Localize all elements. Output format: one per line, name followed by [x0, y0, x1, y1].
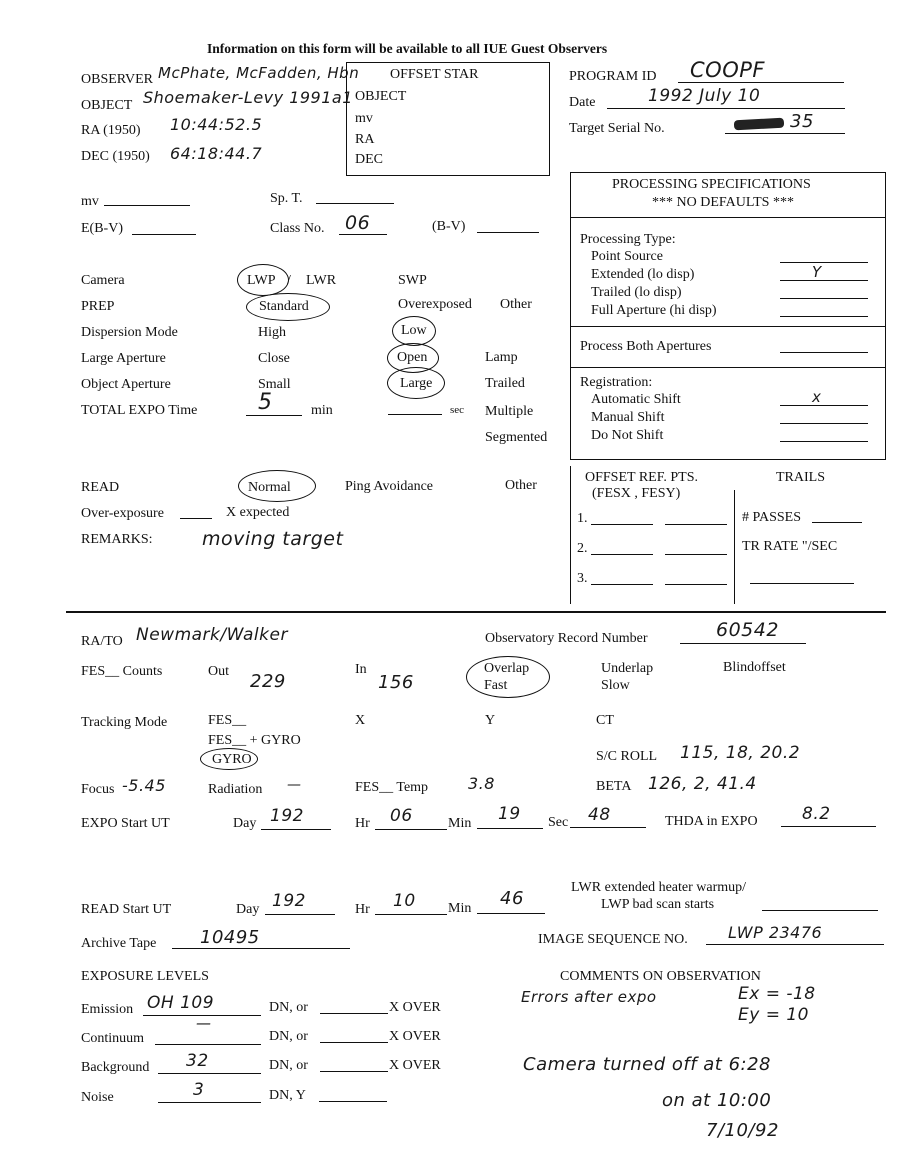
open-option[interactable]: Open	[397, 350, 428, 365]
comments-title: COMMENTS ON OBSERVATION	[560, 969, 761, 984]
process-both-label: Process Both Apertures	[580, 339, 712, 354]
date-value[interactable]: 1992 July 10	[648, 86, 761, 106]
large-option[interactable]: Large	[400, 376, 433, 391]
expo-day-label: Day	[233, 816, 257, 831]
point-source-label: Point Source	[591, 249, 663, 264]
noise-dn-y: DN, Y	[269, 1088, 306, 1103]
continuum-value[interactable]: —	[196, 1014, 212, 1032]
comments-line-4[interactable]: 7/10/92	[706, 1120, 779, 1141]
close-option[interactable]: Close	[258, 351, 290, 366]
rato-label: RA/TO	[81, 634, 123, 649]
gyro-option[interactable]: GYRO	[212, 752, 252, 767]
blindoffset-option[interactable]: Blindoffset	[723, 660, 786, 675]
fes-temp-label: FES__ Temp	[355, 780, 429, 795]
background-dn-or: DN, or	[269, 1058, 308, 1073]
tr-rate-label: TR RATE "/SEC	[742, 539, 838, 554]
fes-temp-value[interactable]: 3.8	[468, 774, 495, 793]
remarks-label: REMARKS:	[81, 532, 153, 547]
offset-ra-label: RA	[355, 132, 375, 147]
spt-label: Sp. T.	[270, 191, 303, 206]
in-label: In	[355, 662, 367, 677]
emission-dn-or: DN, or	[269, 1000, 308, 1015]
ping-avoidance-option[interactable]: Ping Avoidance	[345, 479, 434, 494]
sec-label: sec	[450, 404, 465, 416]
exposure-levels-title: EXPOSURE LEVELS	[81, 969, 209, 984]
fes-gyro-option[interactable]: FES__ + GYRO	[208, 733, 301, 748]
passes-label: # PASSES	[742, 510, 802, 525]
emission-value[interactable]: OH 109	[147, 993, 215, 1013]
expo-hr-label: Hr	[355, 816, 370, 831]
sc-roll-label: S/C ROLL	[596, 749, 658, 764]
archive-tape-label: Archive Tape	[81, 936, 157, 951]
lwp-bad-label: LWP bad scan starts	[601, 897, 715, 912]
small-option[interactable]: Small	[258, 377, 291, 392]
low-circle	[392, 316, 436, 346]
expo-day-value[interactable]: 192	[270, 806, 304, 826]
object-label: OBJECT	[81, 98, 133, 113]
trailed-proc-label: Trailed (lo disp)	[591, 285, 682, 300]
noise-value[interactable]: 3	[193, 1080, 205, 1100]
automatic-shift-label: Automatic Shift	[591, 392, 681, 407]
read-hr-label: Hr	[355, 902, 370, 917]
overexposed-option[interactable]: Overexposed	[398, 297, 472, 312]
beta-value[interactable]: 126, 2, 41.4	[648, 774, 757, 794]
low-option[interactable]: Low	[401, 323, 427, 338]
image-seq-label: IMAGE SEQUENCE NO.	[538, 932, 688, 947]
section-divider	[66, 611, 886, 613]
total-expo-label: TOTAL EXPO Time	[81, 403, 198, 418]
observer-value[interactable]: McPhate, McFadden, Hbn	[158, 64, 360, 82]
object-aperture-label: Object Aperture	[81, 377, 171, 392]
normal-circle	[238, 470, 316, 502]
swp-option[interactable]: SWP	[398, 273, 427, 288]
ebv-label: E(B-V)	[81, 221, 123, 236]
emission-label: Emission	[81, 1002, 134, 1017]
expo-hr-value[interactable]: 06	[390, 806, 413, 826]
fast-option[interactable]: Fast	[484, 678, 508, 693]
min-label: min	[311, 403, 333, 418]
emission-x-over: X OVER	[389, 1000, 441, 1015]
prep-other-option[interactable]: Other	[500, 297, 532, 312]
total-expo-value[interactable]: 5	[258, 390, 273, 415]
y-label: Y	[485, 713, 496, 728]
beta-label: BETA	[596, 779, 632, 794]
bv-label: (B-V)	[432, 219, 466, 234]
program-id-label: PROGRAM ID	[569, 69, 657, 84]
offset-ref-sub: (FESX , FESY)	[592, 486, 681, 501]
program-id-value[interactable]: COOPF	[690, 58, 765, 82]
thda-value[interactable]: 8.2	[802, 804, 831, 824]
lamp-option[interactable]: Lamp	[485, 350, 518, 365]
continuum-label: Continuum	[81, 1031, 145, 1046]
lwp-circle	[237, 264, 289, 296]
extended-mark[interactable]: Y	[812, 263, 822, 281]
read-other-option[interactable]: Other	[505, 478, 537, 493]
offset-dec-label: DEC	[355, 152, 383, 167]
in-value[interactable]: 156	[378, 672, 414, 693]
comments-line-1[interactable]: Errors after expo	[521, 988, 657, 1006]
overlap-option[interactable]: Overlap	[484, 661, 530, 676]
underlap-option[interactable]: Underlap	[601, 661, 654, 676]
dispersion-label: Dispersion Mode	[81, 325, 178, 340]
registration-label: Registration:	[580, 375, 653, 390]
dec-label: DEC (1950)	[81, 149, 150, 164]
scribble-mark	[734, 118, 784, 131]
comments-ex[interactable]: Ex = -18	[738, 984, 816, 1004]
do-not-shift-label: Do Not Shift	[591, 428, 664, 443]
obs-record-label: Observatory Record Number	[485, 631, 648, 646]
noise-label: Noise	[81, 1090, 114, 1105]
full-aperture-label: Full Aperture (hi disp)	[591, 303, 717, 318]
expo-start-label: EXPO Start UT	[81, 816, 170, 831]
archive-tape-value[interactable]: 10495	[200, 927, 260, 948]
thda-label: THDA in EXPO	[665, 814, 758, 829]
processing-subtitle: *** NO DEFAULTS ***	[652, 195, 794, 210]
background-label: Background	[81, 1060, 150, 1075]
tracking-mode-label: Tracking Mode	[81, 715, 168, 730]
out-label: Out	[208, 664, 229, 679]
rato-value[interactable]: Newmark/Walker	[136, 625, 288, 645]
read-label: READ	[81, 480, 120, 495]
multiple-option[interactable]: Multiple	[485, 404, 534, 419]
processing-type-label: Processing Type:	[580, 232, 676, 247]
normal-option[interactable]: Normal	[248, 480, 291, 495]
expected-label: X expected	[226, 505, 290, 520]
prep-label: PREP	[81, 299, 115, 314]
radiation-value[interactable]: —	[287, 777, 302, 793]
standard-circle	[246, 293, 330, 321]
offset-mv-label: mv	[355, 111, 373, 126]
radiation-label: Radiation	[208, 782, 263, 797]
offset-ref-row-1: 1.	[577, 511, 588, 526]
lwr-heater-label: LWR extended heater warmup/	[571, 880, 747, 895]
date-label: Date	[569, 95, 596, 110]
comments-line-3[interactable]: on at 10:00	[662, 1090, 772, 1111]
class-no-value[interactable]: 06	[345, 212, 371, 234]
expo-min-value[interactable]: 19	[498, 804, 521, 824]
offset-ref-row-3: 3.	[577, 571, 588, 586]
remarks-value[interactable]: moving target	[202, 528, 344, 550]
read-hr-value[interactable]: 10	[393, 891, 416, 911]
offset-object-label: OBJECT	[355, 89, 407, 104]
focus-label: Focus	[81, 782, 115, 797]
automatic-shift-mark[interactable]: x	[812, 388, 822, 406]
comments-line-2[interactable]: Camera turned off at 6:28	[523, 1054, 771, 1075]
image-seq-value[interactable]: LWP 23476	[728, 923, 823, 942]
fes-counts-label: FES__ Counts	[81, 664, 163, 679]
class-no-label: Class No.	[270, 221, 325, 236]
expo-sec-value[interactable]: 48	[588, 805, 611, 825]
read-min-value[interactable]: 46	[500, 888, 524, 909]
expo-sec-label: Sec	[548, 815, 569, 830]
continuum-x-over: X OVER	[389, 1029, 441, 1044]
ra-label: RA (1950)	[81, 123, 141, 138]
offset-star-title: OFFSET STAR	[390, 67, 479, 82]
sc-roll-value[interactable]: 115, 18, 20.2	[680, 743, 801, 763]
observer-label: OBSERVER	[81, 72, 154, 87]
processing-title: PROCESSING SPECIFICATIONS	[612, 177, 811, 192]
trails-title: TRAILS	[776, 470, 825, 485]
comments-ey[interactable]: Ey = 10	[738, 1005, 809, 1025]
manual-shift-label: Manual Shift	[591, 410, 665, 425]
ct-label: CT	[596, 713, 614, 728]
offset-ref-row-2: 2.	[577, 541, 588, 556]
background-x-over: X OVER	[389, 1058, 441, 1073]
object-value[interactable]: Shoemaker-Levy 1991a1	[143, 88, 353, 107]
form-notice: Information on this form will be available to all IUE Guest Observers	[207, 41, 608, 56]
ra-value[interactable]: 10:44:52.5	[170, 115, 263, 134]
out-value[interactable]: 229	[250, 671, 286, 692]
lwp-option[interactable]: LWP	[247, 273, 276, 288]
serial-label: Target Serial No.	[569, 121, 665, 136]
read-day-label: Day	[236, 902, 260, 917]
offset-ref-title: OFFSET REF. PTS.	[585, 470, 698, 485]
slow-option[interactable]: Slow	[601, 678, 630, 693]
lwr-option[interactable]: LWR	[306, 273, 337, 288]
background-value[interactable]: 32	[186, 1051, 209, 1071]
trailed-option[interactable]: Trailed	[485, 376, 525, 391]
gyro-circle	[200, 748, 258, 770]
large-circle	[387, 367, 445, 399]
segmented-option[interactable]: Segmented	[485, 430, 548, 445]
read-day-value[interactable]: 192	[272, 891, 306, 911]
mv-label: mv	[81, 194, 99, 209]
fes-option[interactable]: FES__	[208, 713, 247, 728]
x-label: X	[355, 713, 366, 728]
large-aperture-label: Large Aperture	[81, 351, 166, 366]
overexposure-label: Over-exposure	[81, 506, 164, 521]
continuum-dn-or: DN, or	[269, 1029, 308, 1044]
extended-label: Extended (lo disp)	[591, 267, 695, 282]
camera-label: Camera	[81, 273, 125, 288]
focus-value[interactable]: -5.45	[122, 776, 166, 795]
dec-value[interactable]: 64:18:44.7	[170, 144, 263, 163]
high-option[interactable]: High	[258, 325, 286, 340]
read-start-label: READ Start UT	[81, 902, 172, 917]
standard-option[interactable]: Standard	[259, 299, 309, 314]
expo-min-label: Min	[448, 816, 472, 831]
obs-record-value[interactable]: 60542	[716, 619, 779, 641]
read-min-label: Min	[448, 901, 472, 916]
serial-value[interactable]: 35	[790, 111, 814, 132]
overlap-fast-circle	[466, 656, 550, 698]
